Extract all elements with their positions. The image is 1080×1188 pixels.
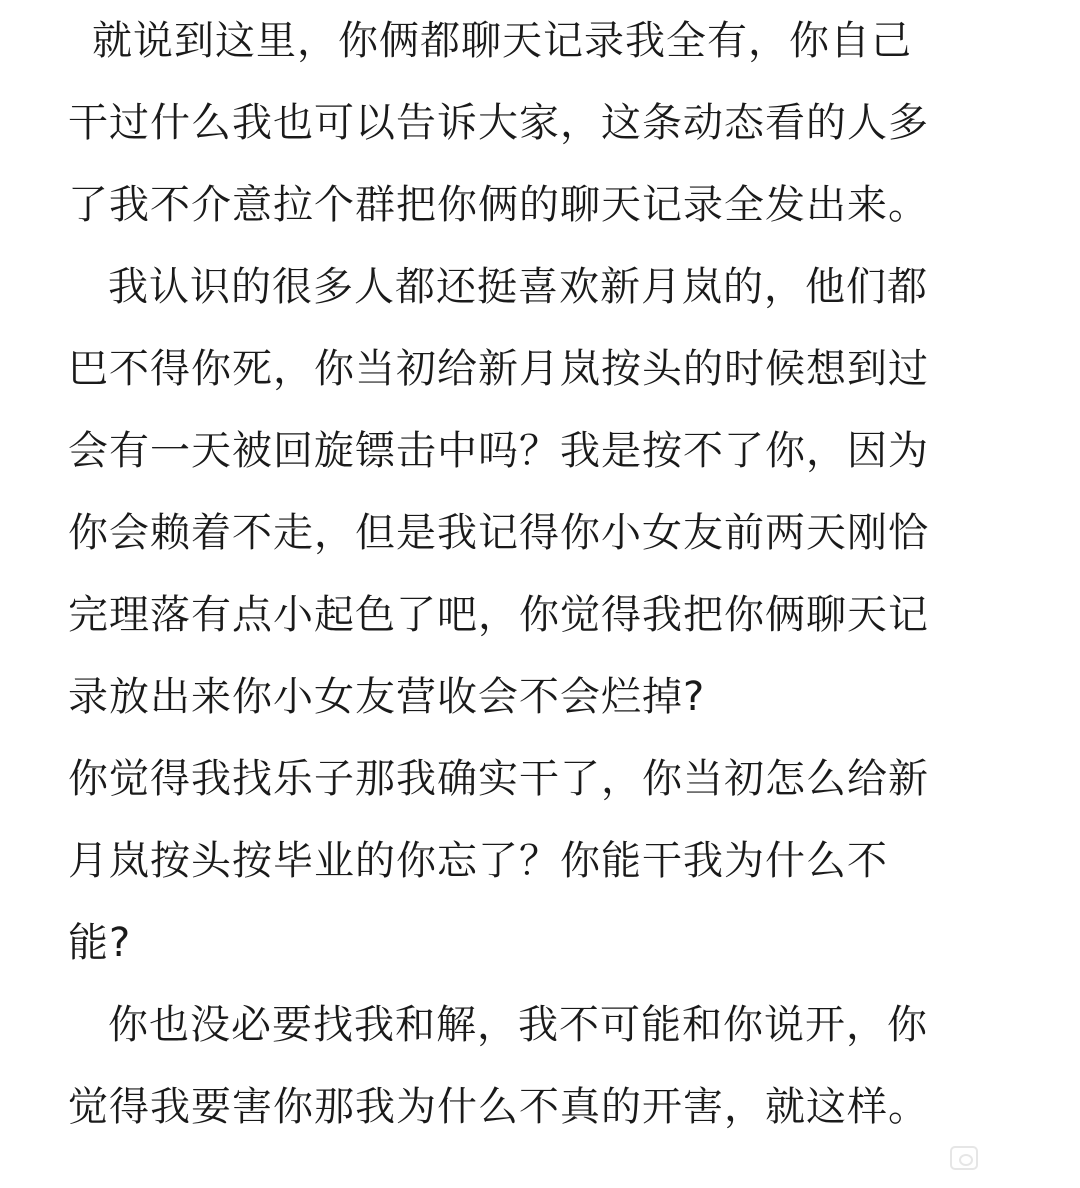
text-line: 你会赖着不走，但是我记得你小女友前两天刚恰 [68,510,929,556]
text-line: 干过什么我也可以告诉大家，这条动态看的人多 [68,100,929,146]
post-text [68,0,1008,1148]
text-line: 我认识的很多人都还挺喜欢新月岚的，他们都 [108,264,928,310]
text-line: 月岚按头按毕业的你忘了？你能干我为什么不 [68,838,888,884]
text-line: 巴不得你死，你当初给新月岚按头的时候想到过 [68,346,929,392]
text-line: 会有一天被回旋镖击中吗？我是按不了你，因为 [68,428,929,474]
text-line: 录放出来你小女友营收会不会烂掉? [68,674,706,720]
text-line: 了我不介意拉个群把你俩的聊天记录全发出来。 [68,182,929,228]
text-line: 完理落有点小起色了吧，你觉得我把你俩聊天记 [68,592,929,638]
text-line: 就说到这里，你俩都聊天记录我全有，你自己 [92,18,912,64]
text-line: 你也没必要找我和解，我不可能和你说开，你 [108,1002,928,1048]
text-line: 觉得我要害你那我为什么不真的开害，就这样。 [68,1084,929,1130]
text-line: 你觉得我找乐子那我确实干了，你当初怎么给新 [68,756,929,802]
text-line: 能? [68,920,132,966]
camera-watermark-icon [950,1146,978,1170]
